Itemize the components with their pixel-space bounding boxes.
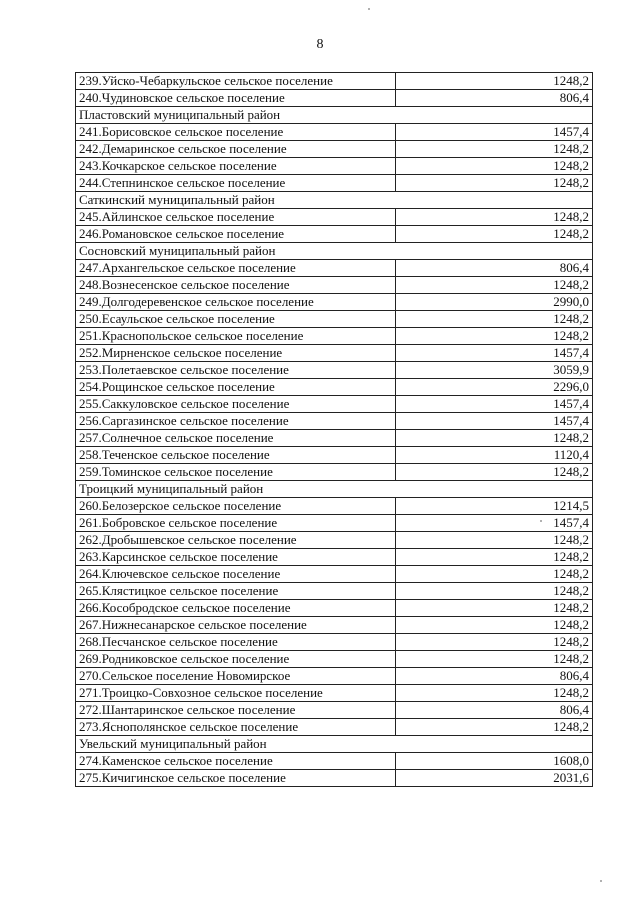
settlement-name: Нижнесанарское сельское поселение [101, 617, 307, 632]
settlement-name: Шантаринское сельское поселение [101, 702, 296, 717]
table-row [76, 430, 593, 447]
settlement-cell [76, 515, 396, 532]
table-row [76, 226, 593, 243]
row-number: 273. [79, 719, 102, 734]
row-number: 243. [79, 158, 102, 173]
table-row [76, 328, 593, 345]
row-number: 242. [79, 141, 102, 156]
allocation-value: 2296,0 [396, 379, 593, 396]
allocation-value: 1248,2 [396, 175, 593, 192]
allocation-value: 1457,4 [396, 124, 593, 141]
scan-speck [600, 880, 602, 882]
district-header-row [76, 192, 593, 209]
row-number: 245. [79, 209, 102, 224]
table-row [76, 379, 593, 396]
scan-speck [540, 520, 542, 522]
row-number: 264. [79, 566, 102, 581]
settlement-cell [76, 311, 396, 328]
settlement-cell [76, 447, 396, 464]
allocation-value: 1457,4 [396, 396, 593, 413]
settlement-cell [76, 583, 396, 600]
settlement-cell [76, 532, 396, 549]
settlement-name: Вознесенское сельское поселение [101, 277, 290, 292]
allocation-value: 1248,2 [396, 651, 593, 668]
settlement-cell [76, 430, 396, 447]
allocation-value: 1457,4 [396, 345, 593, 362]
district-header-row [76, 736, 593, 753]
settlement-cell [76, 566, 396, 583]
table-row [76, 141, 593, 158]
row-number: 239. [79, 73, 102, 88]
table-row [76, 498, 593, 515]
allocation-value: 2031,6 [396, 770, 593, 787]
allocation-value: 1248,2 [396, 532, 593, 549]
table-row [76, 447, 593, 464]
table-row [76, 702, 593, 719]
settlement-name: Бобровское сельское поселение [101, 515, 278, 530]
table-row [76, 124, 593, 141]
settlement-name: Яснополянское сельское поселение [101, 719, 299, 734]
settlement-cell [76, 549, 396, 566]
row-number: 254. [79, 379, 102, 394]
settlement-cell [76, 379, 396, 396]
allocation-value: 1248,2 [396, 141, 593, 158]
table-row [76, 209, 593, 226]
settlement-cell [76, 685, 396, 702]
settlement-cell [76, 362, 396, 379]
allocation-value: 1248,2 [396, 617, 593, 634]
allocation-value: 1457,4 [396, 515, 593, 532]
scan-speck [368, 8, 370, 10]
allocation-value: 1248,2 [396, 209, 593, 226]
settlement-cell [76, 600, 396, 617]
table-row [76, 753, 593, 770]
allocation-value: 806,4 [396, 668, 593, 685]
allocation-value: 3059,9 [396, 362, 593, 379]
table-row [76, 413, 593, 430]
table-row [76, 464, 593, 481]
settlement-cell [76, 260, 396, 277]
table-row [76, 651, 593, 668]
settlement-name: Сельское поселение Новомирское [101, 668, 291, 683]
settlement-name: Долгодеревенское сельское поселение [101, 294, 314, 309]
settlement-name: Мирненское сельское поселение [101, 345, 283, 360]
allocation-value: 1248,2 [396, 600, 593, 617]
settlement-cell [76, 90, 396, 107]
settlement-name: Каменское сельское поселение [101, 753, 273, 768]
row-number: 271. [79, 685, 102, 700]
table-row [76, 566, 593, 583]
row-number: 274. [79, 753, 102, 768]
settlement-cell [76, 328, 396, 345]
settlement-name: Степнинское сельское поселение [101, 175, 286, 190]
table-row [76, 311, 593, 328]
settlement-cell [76, 175, 396, 192]
settlement-cell [76, 617, 396, 634]
row-number: 241. [79, 124, 102, 139]
row-number: 251. [79, 328, 102, 343]
settlement-name: Кичигинское сельское поселение [101, 770, 286, 785]
settlement-cell [76, 124, 396, 141]
table-row [76, 515, 593, 532]
row-number: 261. [79, 515, 102, 530]
settlement-name: Архангельское сельское поселение [101, 260, 296, 275]
settlement-name: Троицко-Совхозное сельское поселение [101, 685, 323, 700]
row-number: 259. [79, 464, 102, 479]
page-number: 8 [316, 37, 324, 52]
settlement-cell [76, 464, 396, 481]
allocation-value: 1248,2 [396, 464, 593, 481]
settlement-name: Кочкарское сельское поселение [101, 158, 277, 173]
table-row [76, 396, 593, 413]
table-row [76, 260, 593, 277]
settlement-name: Борисовское сельское поселение [101, 124, 284, 139]
row-number: 250. [79, 311, 102, 326]
row-number: 255. [79, 396, 102, 411]
row-number: 252. [79, 345, 102, 360]
allocation-value: 1248,2 [396, 634, 593, 651]
row-number: 260. [79, 498, 102, 513]
district-name: Пластовский муниципальный район [76, 107, 593, 124]
settlement-cell [76, 651, 396, 668]
row-number: 244. [79, 175, 102, 190]
table-row [76, 345, 593, 362]
settlement-cell [76, 158, 396, 175]
settlement-name: Айлинское сельское поселение [101, 209, 275, 224]
table-row [76, 90, 593, 107]
table-row [76, 600, 593, 617]
table-row [76, 158, 593, 175]
row-number: 270. [79, 668, 102, 683]
settlement-name: Томинское сельское поселение [101, 464, 273, 479]
settlement-name: Романовское сельское поселение [101, 226, 285, 241]
table-row [76, 719, 593, 736]
settlement-name: Демаринское сельское поселение [101, 141, 287, 156]
allocation-value: 1248,2 [396, 277, 593, 294]
table-row [76, 549, 593, 566]
table-row [76, 294, 593, 311]
row-number: 266. [79, 600, 102, 615]
table-row [76, 362, 593, 379]
district-name: Увельский муниципальный район [76, 736, 593, 753]
allocation-value: 1248,2 [396, 430, 593, 447]
table-body [76, 73, 593, 787]
allocation-value: 1248,2 [396, 583, 593, 600]
table-row [76, 770, 593, 787]
settlement-name: Полетаевское сельское поселение [101, 362, 289, 377]
district-header-row [76, 481, 593, 498]
table-row [76, 277, 593, 294]
settlement-name: Карсинское сельское поселение [101, 549, 278, 564]
settlement-cell [76, 634, 396, 651]
table-row [76, 668, 593, 685]
row-number: 253. [79, 362, 102, 377]
allocation-value: 806,4 [396, 260, 593, 277]
table-row [76, 634, 593, 651]
settlement-cell [76, 277, 396, 294]
allocation-value: 1457,4 [396, 413, 593, 430]
allocation-value: 1248,2 [396, 549, 593, 566]
row-number: 256. [79, 413, 102, 428]
settlement-name: Есаульское сельское поселение [101, 311, 275, 326]
settlement-name: Теченское сельское поселение [101, 447, 270, 462]
settlement-name: Солнечное сельское поселение [101, 430, 274, 445]
allocation-value: 1248,2 [396, 73, 593, 90]
settlement-name: Саргазинское сельское поселение [101, 413, 289, 428]
district-name: Сосновский муниципальный район [76, 243, 593, 260]
settlement-cell [76, 498, 396, 515]
district-name: Троицкий муниципальный район [76, 481, 593, 498]
allocation-value: 1248,2 [396, 719, 593, 736]
row-number: 267. [79, 617, 102, 632]
settlement-cell [76, 396, 396, 413]
row-number: 272. [79, 702, 102, 717]
table-row [76, 175, 593, 192]
settlement-cell [76, 226, 396, 243]
row-number: 268. [79, 634, 102, 649]
settlement-allocation-table [75, 72, 593, 787]
table-row [76, 532, 593, 549]
table-row [76, 685, 593, 702]
row-number: 265. [79, 583, 102, 598]
district-header-row [76, 243, 593, 260]
allocation-value: 806,4 [396, 90, 593, 107]
row-number: 269. [79, 651, 102, 666]
settlement-name: Чудиновское сельское поселение [101, 90, 285, 105]
allocation-value: 1248,2 [396, 226, 593, 243]
district-name: Саткинский муниципальный район [76, 192, 593, 209]
settlement-name: Краснопольское сельское поселение [101, 328, 304, 343]
allocation-value: 1248,2 [396, 311, 593, 328]
settlement-name: Дробышевское сельское поселение [101, 532, 297, 547]
settlement-name: Кособродское сельское поселение [101, 600, 291, 615]
settlement-name: Уйско-Чебаркульское сельское поселение [101, 73, 333, 88]
settlement-cell [76, 209, 396, 226]
settlement-name: Родниковское сельское поселение [101, 651, 290, 666]
settlement-cell [76, 753, 396, 770]
allocation-value: 1214,5 [396, 498, 593, 515]
allocation-value: 1248,2 [396, 566, 593, 583]
allocation-value: 1120,4 [396, 447, 593, 464]
row-number: 246. [79, 226, 102, 241]
settlement-name: Рощинское сельское поселение [101, 379, 275, 394]
settlement-name: Белозерское сельское поселение [101, 498, 282, 513]
settlement-name: Саккуловское сельское поселение [101, 396, 290, 411]
row-number: 258. [79, 447, 102, 462]
allocation-value: 1248,2 [396, 685, 593, 702]
row-number: 247. [79, 260, 102, 275]
row-number: 262. [79, 532, 102, 547]
settlement-cell [76, 73, 396, 90]
allocation-value: 1608,0 [396, 753, 593, 770]
settlement-name: Ключевское сельское поселение [101, 566, 281, 581]
row-number: 263. [79, 549, 102, 564]
settlement-cell [76, 668, 396, 685]
settlement-cell [76, 702, 396, 719]
row-number: 248. [79, 277, 102, 292]
table-row [76, 73, 593, 90]
settlement-name: Клястицкое сельское поселение [101, 583, 279, 598]
settlement-cell [76, 719, 396, 736]
row-number: 257. [79, 430, 102, 445]
settlement-cell [76, 770, 396, 787]
settlement-cell [76, 345, 396, 362]
settlement-cell [76, 141, 396, 158]
settlement-cell [76, 294, 396, 311]
district-header-row [76, 107, 593, 124]
table-row [76, 617, 593, 634]
allocation-value: 806,4 [396, 702, 593, 719]
row-number: 240. [79, 90, 102, 105]
settlement-cell [76, 413, 396, 430]
allocation-value: 2990,0 [396, 294, 593, 311]
table-row [76, 583, 593, 600]
row-number: 275. [79, 770, 102, 785]
settlement-name: Песчанское сельское поселение [101, 634, 278, 649]
row-number: 249. [79, 294, 102, 309]
allocation-value: 1248,2 [396, 328, 593, 345]
allocation-value: 1248,2 [396, 158, 593, 175]
